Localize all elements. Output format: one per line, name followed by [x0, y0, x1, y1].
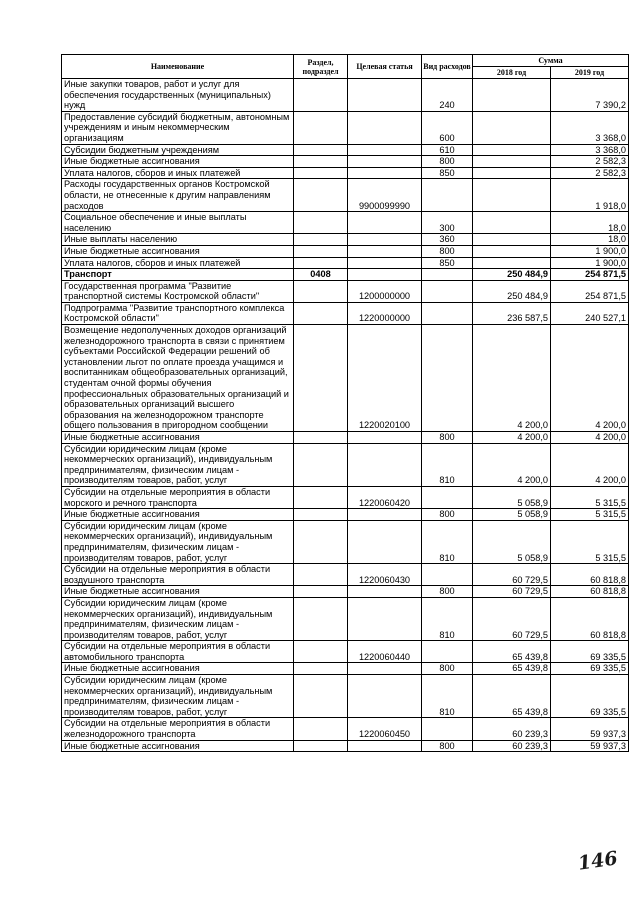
cell-name: Иные закупки товаров, работ и услуг для обеспечения государственных (муниципальных) нужд — [62, 79, 294, 112]
cell-2019: 5 315,5 — [551, 509, 629, 521]
cell-2019: 69 335,5 — [551, 641, 629, 663]
cell-type — [422, 179, 473, 212]
cell-type — [422, 302, 473, 324]
cell-name: Иные бюджетные ассигнования — [62, 509, 294, 521]
page-number: 146 — [576, 847, 620, 875]
table-row — [62, 641, 629, 663]
cell-type: 810 — [422, 443, 473, 486]
cell-section — [294, 144, 348, 156]
cell-section — [294, 179, 348, 212]
cell-section — [294, 586, 348, 598]
table-row — [62, 245, 629, 257]
cell-target: 9900099990 — [348, 179, 422, 212]
cell-2019: 1 900,0 — [551, 257, 629, 269]
table-row — [62, 432, 629, 444]
cell-target: 1220060440 — [348, 641, 422, 663]
cell-name: Уплата налогов, сборов и иных платежей — [62, 257, 294, 269]
cell-2018: 65 439,8 — [473, 641, 551, 663]
cell-section — [294, 257, 348, 269]
cell-2019: 1 900,0 — [551, 245, 629, 257]
cell-type — [422, 325, 473, 432]
cell-2019: 3 368,0 — [551, 111, 629, 144]
cell-type: 360 — [422, 234, 473, 246]
cell-name: Подпрограмма "Развитие транспортного комплекса Костромской области" — [62, 302, 294, 324]
cell-2018: 236 587,5 — [473, 302, 551, 324]
cell-2018: 60 239,3 — [473, 740, 551, 752]
cell-target — [348, 144, 422, 156]
cell-section — [294, 302, 348, 324]
table-row — [62, 269, 629, 281]
cell-name: Государственная программа "Развитие транспортной системы Костромской области" — [62, 280, 294, 302]
cell-2019: 69 335,5 — [551, 675, 629, 718]
cell-section — [294, 520, 348, 563]
cell-target — [348, 111, 422, 144]
table-row — [62, 740, 629, 752]
cell-target — [348, 597, 422, 640]
cell-name: Субсидии юридическим лицам (кроме некоммерческих организаций), индивидуальным предпринимателям, физическим лицам - производителям товаров, работ, услуг — [62, 597, 294, 640]
table-row — [62, 179, 629, 212]
cell-name: Субсидии юридическим лицам (кроме некоммерческих организаций), индивидуальным предпринимателям, физическим лицам - производителям товаров, работ, услуг — [62, 443, 294, 486]
cell-target: 1220020100 — [348, 325, 422, 432]
cell-target — [348, 245, 422, 257]
cell-name: Субсидии юридическим лицам (кроме некоммерческих организаций), индивидуальным предпринимателям, физическим лицам - производителям товаров, работ, услуг — [62, 675, 294, 718]
cell-type: 800 — [422, 586, 473, 598]
cell-2018: 60 729,5 — [473, 597, 551, 640]
cell-type: 800 — [422, 156, 473, 168]
table-row — [62, 486, 629, 508]
cell-section — [294, 432, 348, 444]
cell-type: 800 — [422, 245, 473, 257]
cell-name: Субсидии на отдельные мероприятия в области железнодорожного транспорта — [62, 718, 294, 740]
cell-type — [422, 641, 473, 663]
cell-type: 810 — [422, 675, 473, 718]
cell-2019: 69 335,5 — [551, 663, 629, 675]
cell-target — [348, 79, 422, 112]
cell-type: 800 — [422, 432, 473, 444]
cell-target — [348, 663, 422, 675]
cell-name: Иные бюджетные ассигнования — [62, 663, 294, 675]
cell-name: Субсидии юридическим лицам (кроме некоммерческих организаций), индивидуальным предпринимателям, физическим лицам - производителям товаров, работ, услуг — [62, 520, 294, 563]
cell-section — [294, 740, 348, 752]
cell-2018 — [473, 156, 551, 168]
cell-name: Иные бюджетные ассигнования — [62, 245, 294, 257]
cell-2018 — [473, 257, 551, 269]
cell-2018: 4 200,0 — [473, 325, 551, 432]
cell-name: Иные бюджетные ассигнования — [62, 740, 294, 752]
table-row — [62, 663, 629, 675]
cell-2019: 60 818,8 — [551, 564, 629, 586]
cell-2018 — [473, 167, 551, 179]
cell-2018 — [473, 234, 551, 246]
cell-target — [348, 212, 422, 234]
cell-2019: 59 937,3 — [551, 718, 629, 740]
cell-2019: 18,0 — [551, 234, 629, 246]
cell-2018: 250 484,9 — [473, 280, 551, 302]
cell-section — [294, 245, 348, 257]
budget-table — [61, 54, 629, 752]
cell-section — [294, 641, 348, 663]
header-year-2019: 2019 год — [551, 67, 629, 79]
table-row — [62, 144, 629, 156]
table-row — [62, 597, 629, 640]
table-row — [62, 586, 629, 598]
cell-2018 — [473, 144, 551, 156]
cell-2019: 2 582,3 — [551, 167, 629, 179]
cell-name: Иные бюджетные ассигнования — [62, 586, 294, 598]
cell-section — [294, 597, 348, 640]
cell-2019: 7 390,2 — [551, 79, 629, 112]
cell-2018 — [473, 79, 551, 112]
header-name: Наименование — [62, 55, 294, 79]
cell-section — [294, 486, 348, 508]
table-row — [62, 443, 629, 486]
cell-name: Уплата налогов, сборов и иных платежей — [62, 167, 294, 179]
cell-type: 300 — [422, 212, 473, 234]
cell-target: 1220000000 — [348, 302, 422, 324]
cell-section — [294, 509, 348, 521]
cell-target: 1220060420 — [348, 486, 422, 508]
cell-2018: 250 484,9 — [473, 269, 551, 281]
cell-name: Субсидии на отдельные мероприятия в области воздушного транспорта — [62, 564, 294, 586]
cell-2019: 5 315,5 — [551, 520, 629, 563]
cell-2019: 59 937,3 — [551, 740, 629, 752]
cell-2018 — [473, 179, 551, 212]
table-row — [62, 234, 629, 246]
table-row — [62, 564, 629, 586]
header-target: Целевая статья — [348, 55, 422, 79]
table-row — [62, 520, 629, 563]
cell-type: 600 — [422, 111, 473, 144]
cell-name: Предоставление субсидий бюджетным, автономным учреждениям и иным некоммерческим организациям — [62, 111, 294, 144]
cell-section — [294, 234, 348, 246]
table-row — [62, 167, 629, 179]
table-row — [62, 111, 629, 144]
cell-target: 1220060450 — [348, 718, 422, 740]
cell-section — [294, 212, 348, 234]
cell-target — [348, 509, 422, 521]
cell-target — [348, 156, 422, 168]
cell-section — [294, 325, 348, 432]
cell-section — [294, 156, 348, 168]
cell-section — [294, 675, 348, 718]
cell-section — [294, 443, 348, 486]
cell-2018: 5 058,9 — [473, 509, 551, 521]
cell-2018: 65 439,8 — [473, 675, 551, 718]
cell-name: Субсидии бюджетным учреждениям — [62, 144, 294, 156]
cell-section — [294, 167, 348, 179]
cell-type — [422, 564, 473, 586]
header-sum: Сумма — [473, 55, 629, 67]
cell-2018: 4 200,0 — [473, 443, 551, 486]
table-row — [62, 257, 629, 269]
cell-section: 0408 — [294, 269, 348, 281]
header-type: Вид расходов — [422, 55, 473, 79]
cell-section — [294, 111, 348, 144]
table-row — [62, 212, 629, 234]
table-row — [62, 156, 629, 168]
cell-target: 1200000000 — [348, 280, 422, 302]
cell-type: 800 — [422, 663, 473, 675]
cell-type: 800 — [422, 509, 473, 521]
cell-2018: 60 239,3 — [473, 718, 551, 740]
cell-type: 240 — [422, 79, 473, 112]
cell-target — [348, 740, 422, 752]
cell-name: Иные выплаты населению — [62, 234, 294, 246]
cell-target — [348, 269, 422, 281]
cell-type: 850 — [422, 167, 473, 179]
cell-name: Социальное обеспечение и иные выплаты населению — [62, 212, 294, 234]
header-section: Раздел, подраздел — [294, 55, 348, 79]
cell-target — [348, 675, 422, 718]
header-row — [62, 55, 629, 67]
cell-name: Субсидии на отдельные мероприятия в области морского и речного транспорта — [62, 486, 294, 508]
cell-2019: 3 368,0 — [551, 144, 629, 156]
cell-2019: 240 527,1 — [551, 302, 629, 324]
cell-target — [348, 432, 422, 444]
cell-2019: 4 200,0 — [551, 325, 629, 432]
cell-target — [348, 520, 422, 563]
cell-target — [348, 234, 422, 246]
cell-name: Расходы государственных органов Костромской области, не отнесенные к другим направлениям расходов — [62, 179, 294, 212]
cell-2019: 60 818,8 — [551, 597, 629, 640]
cell-type — [422, 718, 473, 740]
cell-2018 — [473, 111, 551, 144]
cell-type: 850 — [422, 257, 473, 269]
cell-2019: 18,0 — [551, 212, 629, 234]
cell-target — [348, 257, 422, 269]
cell-target: 1220060430 — [348, 564, 422, 586]
cell-type: 810 — [422, 520, 473, 563]
cell-section — [294, 564, 348, 586]
cell-target — [348, 167, 422, 179]
cell-2019: 4 200,0 — [551, 443, 629, 486]
table-row — [62, 718, 629, 740]
cell-2018 — [473, 212, 551, 234]
cell-2018 — [473, 245, 551, 257]
cell-2018: 5 058,9 — [473, 486, 551, 508]
table-row — [62, 325, 629, 432]
cell-2019: 60 818,8 — [551, 586, 629, 598]
cell-name: Иные бюджетные ассигнования — [62, 432, 294, 444]
cell-type — [422, 280, 473, 302]
header-year-2018: 2018 год — [473, 67, 551, 79]
cell-section — [294, 663, 348, 675]
cell-type: 800 — [422, 740, 473, 752]
cell-name: Субсидии на отдельные мероприятия в области автомобильного транспорта — [62, 641, 294, 663]
cell-2019: 254 871,5 — [551, 269, 629, 281]
table-row — [62, 79, 629, 112]
cell-section — [294, 280, 348, 302]
table-row — [62, 302, 629, 324]
cell-type: 810 — [422, 597, 473, 640]
cell-target — [348, 443, 422, 486]
table-row — [62, 675, 629, 718]
cell-type — [422, 486, 473, 508]
cell-name: Транспорт — [62, 269, 294, 281]
cell-2019: 2 582,3 — [551, 156, 629, 168]
cell-2018: 5 058,9 — [473, 520, 551, 563]
cell-section — [294, 79, 348, 112]
cell-2018: 4 200,0 — [473, 432, 551, 444]
cell-2019: 1 918,0 — [551, 179, 629, 212]
cell-type — [422, 269, 473, 281]
cell-2019: 5 315,5 — [551, 486, 629, 508]
table-row — [62, 509, 629, 521]
cell-section — [294, 718, 348, 740]
cell-2019: 254 871,5 — [551, 280, 629, 302]
cell-2018: 65 439,8 — [473, 663, 551, 675]
cell-name: Возмещение недополученных доходов организаций железнодорожного транспорта в связи с принятием субъектами Российской Федерации решений об установлении льгот по оплате проезда учащимся и воспитанникам общеобразовательных организаций, студентам очной формы обучения профессиональных образовательных организаций и образовательных организаций высшего образования на железнодорожном транспорте общего пользования в пригородном сообщении — [62, 325, 294, 432]
table-row — [62, 280, 629, 302]
cell-name: Иные бюджетные ассигнования — [62, 156, 294, 168]
cell-target — [348, 586, 422, 598]
table-body — [62, 79, 629, 752]
cell-2018: 60 729,5 — [473, 564, 551, 586]
cell-type: 610 — [422, 144, 473, 156]
cell-2018: 60 729,5 — [473, 586, 551, 598]
cell-2019: 4 200,0 — [551, 432, 629, 444]
